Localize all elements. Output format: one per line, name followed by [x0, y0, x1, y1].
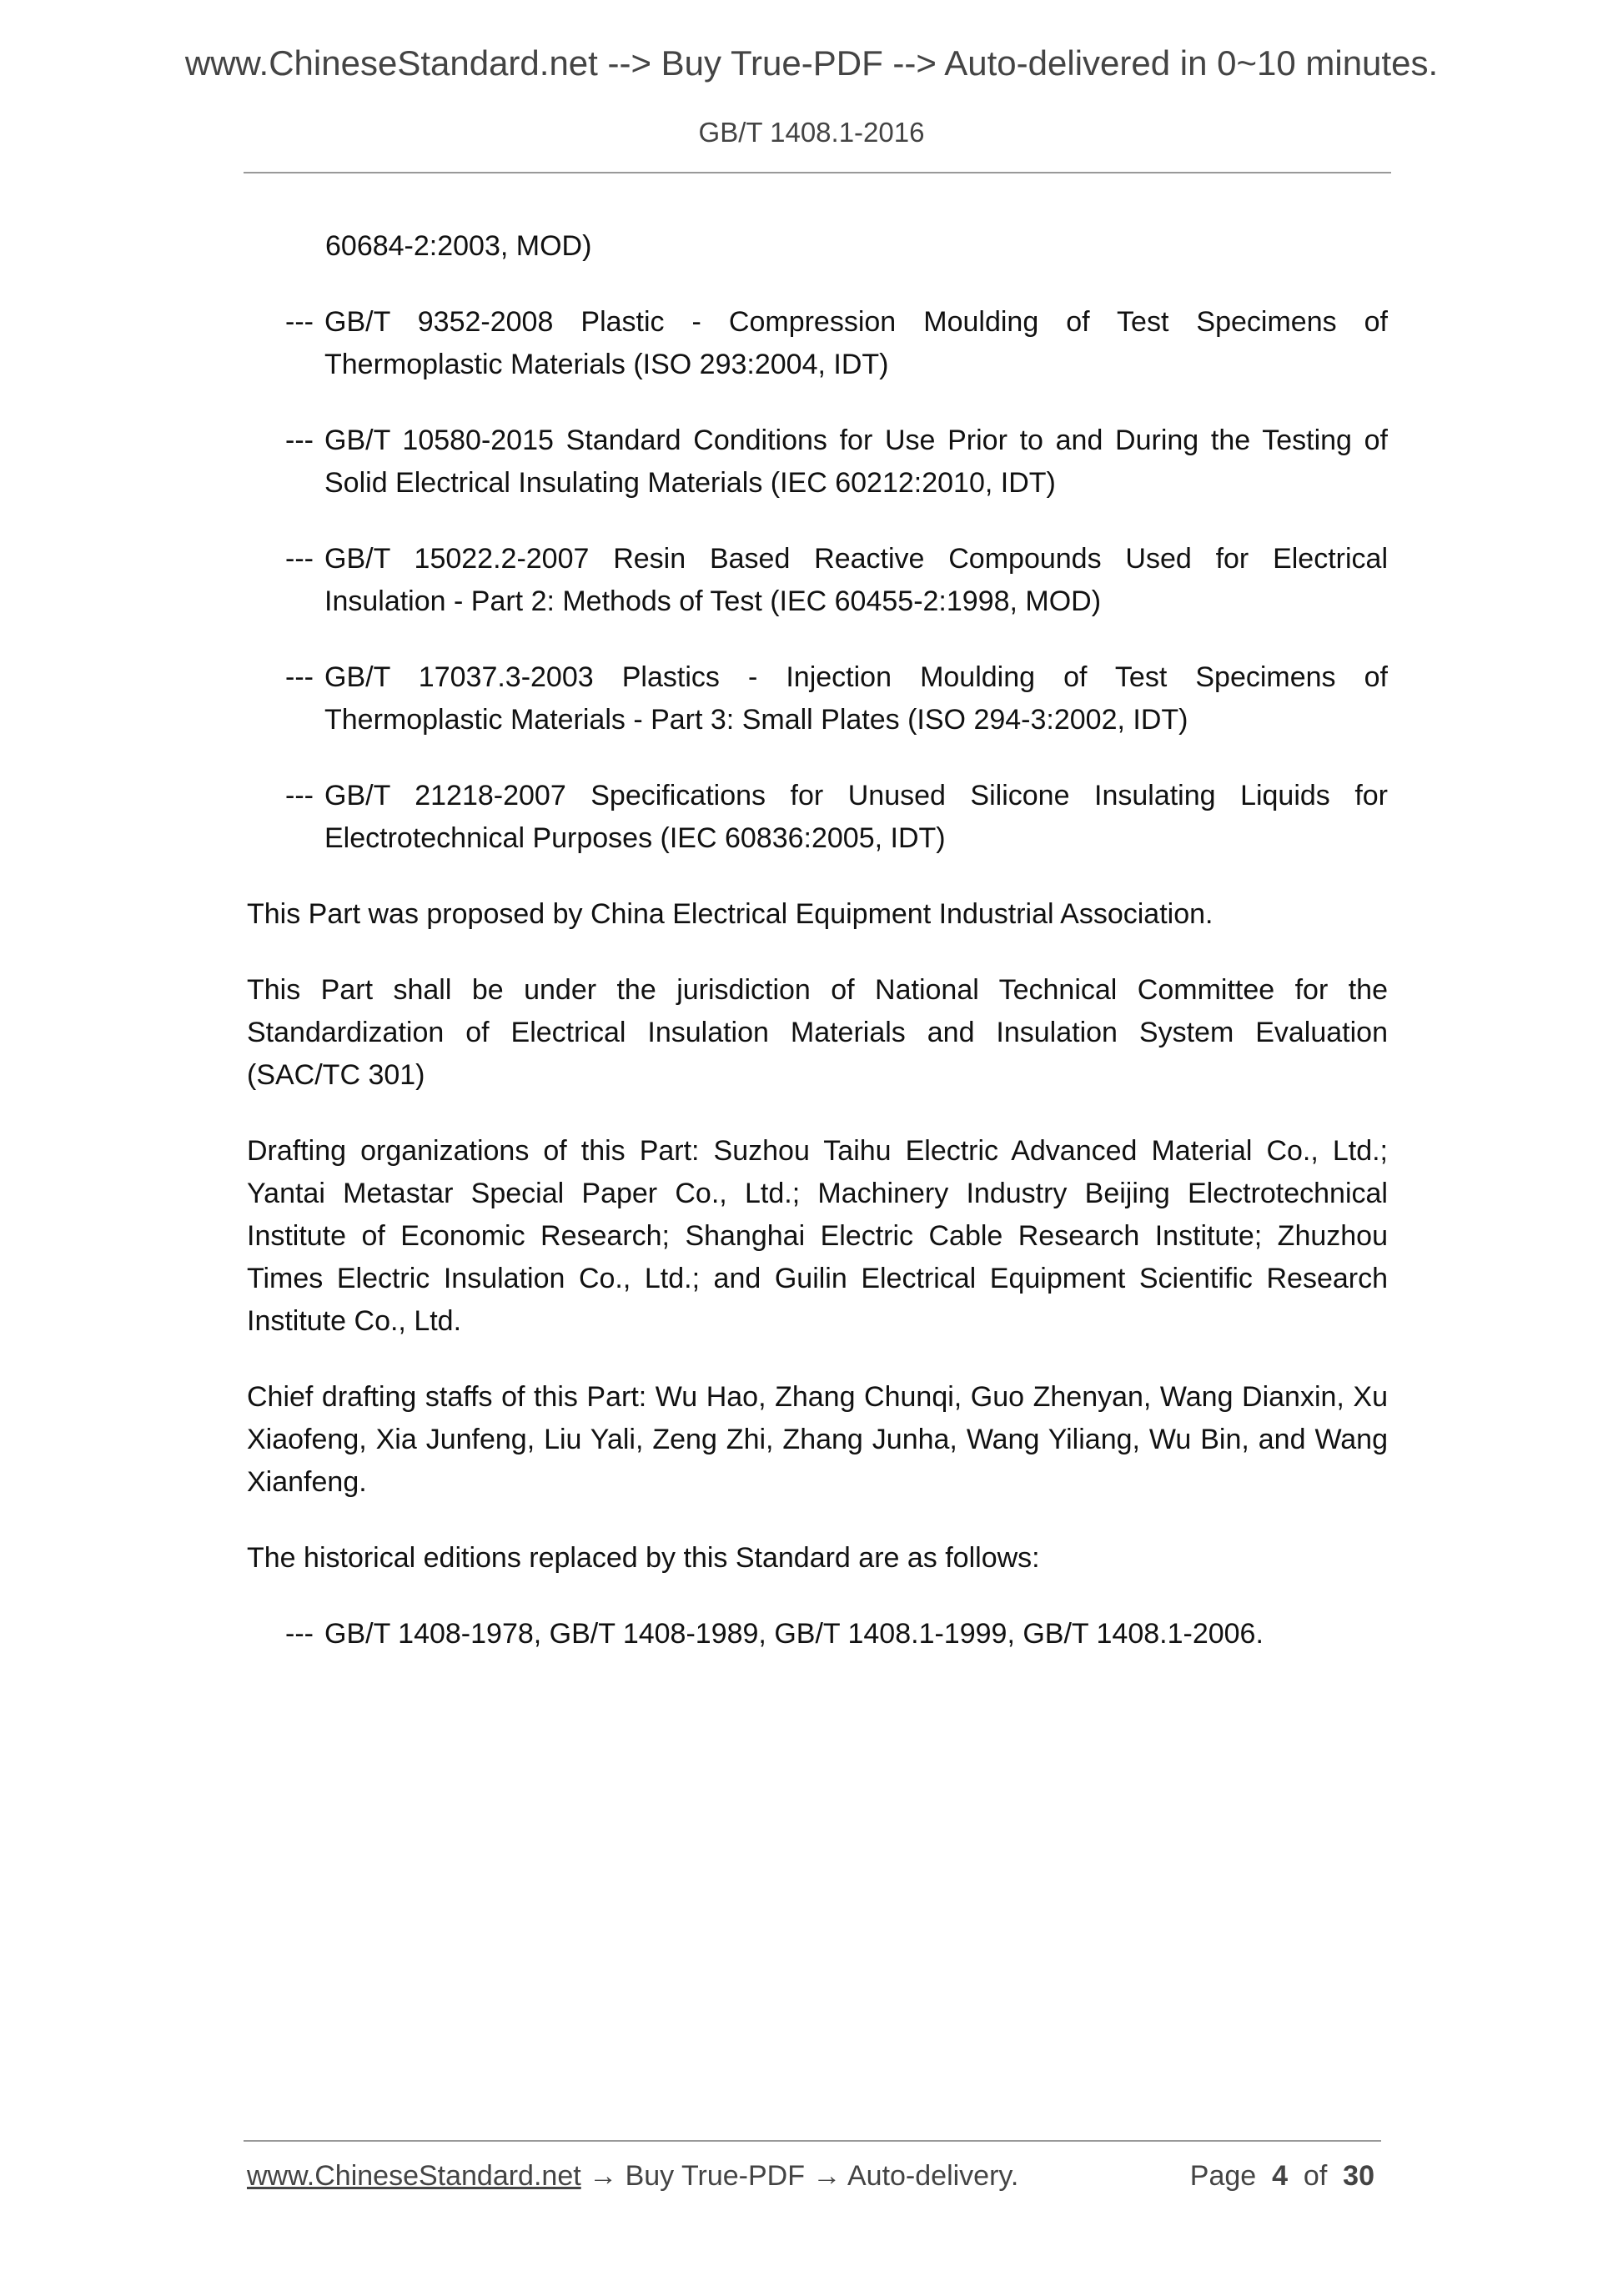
reference-text: GB/T 9352-2008 Plastic - Compression Moulding of Test Specimens of Thermoplastic Materials (ISO 293:2004, IDT): [324, 306, 1388, 380]
of-label: of: [1303, 2160, 1328, 2192]
historical-editions-text: GB/T 1408-1978, GB/T 1408-1989, GB/T 1408.1-1999, GB/T 1408.1-2006.: [324, 1618, 1264, 1650]
reference-item: [247, 656, 1388, 741]
drafting-staff-paragraph: Chief drafting staffs of this Part: Wu Hao, Zhang Chunqi, Guo Zhenyan, Wang Dianxin, Xu Xiaofeng, Xia Junfeng, Liu Yali, Zeng Zhi, Zhang Junha, Wang Yiliang, Wu Bin, and Wang Xianfeng.: [247, 1381, 1388, 1498]
reference-text: GB/T 10580-2015 Standard Conditions for Use Prior to and During the Testing of Solid Electrical Insulating Materials (IEC 60212:2010, IDT): [324, 425, 1388, 499]
total-pages: 30: [1343, 2160, 1374, 2192]
jurisdiction-paragraph: This Part shall be under the jurisdiction of National Technical Committee for the Standardization of Electrical Insulation Materials and Insulation System Evaluation (SAC/TC 301): [247, 974, 1388, 1091]
page-indicator: [1190, 2160, 1374, 2193]
drafting-organizations-paragraph: Drafting organizations of this Part: Suzhou Taihu Electric Advanced Material Co., Ltd.; Yantai Metastar Special Paper Co., Ltd.; Machinery Industry Beijing Electrotechnical Institute of Economic Research; Shanghai Electric Cable Research Institute; Zhuzhou Times Electric Insulation Co., Ltd.; and Guilin Electrical Equipment Scientific Research Institute Co., Ltd.: [247, 1135, 1388, 1337]
footer-divider: [244, 2140, 1381, 2142]
page-label: Page: [1189, 2160, 1257, 2192]
header-divider: [244, 172, 1391, 173]
page-footer: [247, 2160, 1374, 2193]
dash-marker: ---: [285, 780, 314, 811]
historical-editions-item: [247, 1613, 1388, 1655]
dash-marker: ---: [285, 425, 314, 456]
dash-marker: ---: [285, 661, 314, 693]
reference-item: [247, 420, 1388, 505]
dash-marker: ---: [285, 1618, 314, 1650]
reference-item: [247, 301, 1388, 386]
top-banner: www.ChineseStandard.net --> Buy True-PDF --> Auto-delivered in 0~10 minutes.: [184, 43, 1439, 83]
dash-marker: ---: [285, 543, 314, 575]
page-number: 4: [1272, 2160, 1288, 2192]
dash-marker: ---: [285, 306, 314, 338]
document-code: GB/T 1408.1-2016: [698, 117, 925, 148]
reference-item: [247, 538, 1388, 623]
reference-continuation: 60684-2:2003, MOD): [325, 230, 592, 262]
reference-text: GB/T 17037.3-2003 Plastics - Injection Moulding of Test Specimens of Thermoplastic Materials - Part 3: Small Plates (ISO 294-3:2002, IDT): [324, 661, 1388, 736]
footer-tagline-text: → Buy True-PDF → Auto-delivery.: [580, 2160, 1019, 2192]
historical-editions-intro: The historical editions replaced by this Standard are as follows:: [247, 1542, 1040, 1574]
reference-item: [247, 775, 1388, 860]
footer-tagline: [247, 2160, 1018, 2193]
footer-site-link[interactable]: www.ChineseStandard.net: [247, 2160, 581, 2192]
proposed-paragraph: This Part was proposed by China Electrical Equipment Industrial Association.: [247, 898, 1213, 930]
reference-text: GB/T 21218-2007 Specifications for Unused Silicone Insulating Liquids for Electrotechnical Purposes (IEC 60836:2005, IDT): [324, 780, 1388, 854]
reference-text: GB/T 15022.2-2007 Resin Based Reactive Compounds Used for Electrical Insulation - Part 2: Methods of Test (IEC 60455-2:1998, MOD): [324, 543, 1388, 617]
document-body: [247, 225, 1388, 1689]
